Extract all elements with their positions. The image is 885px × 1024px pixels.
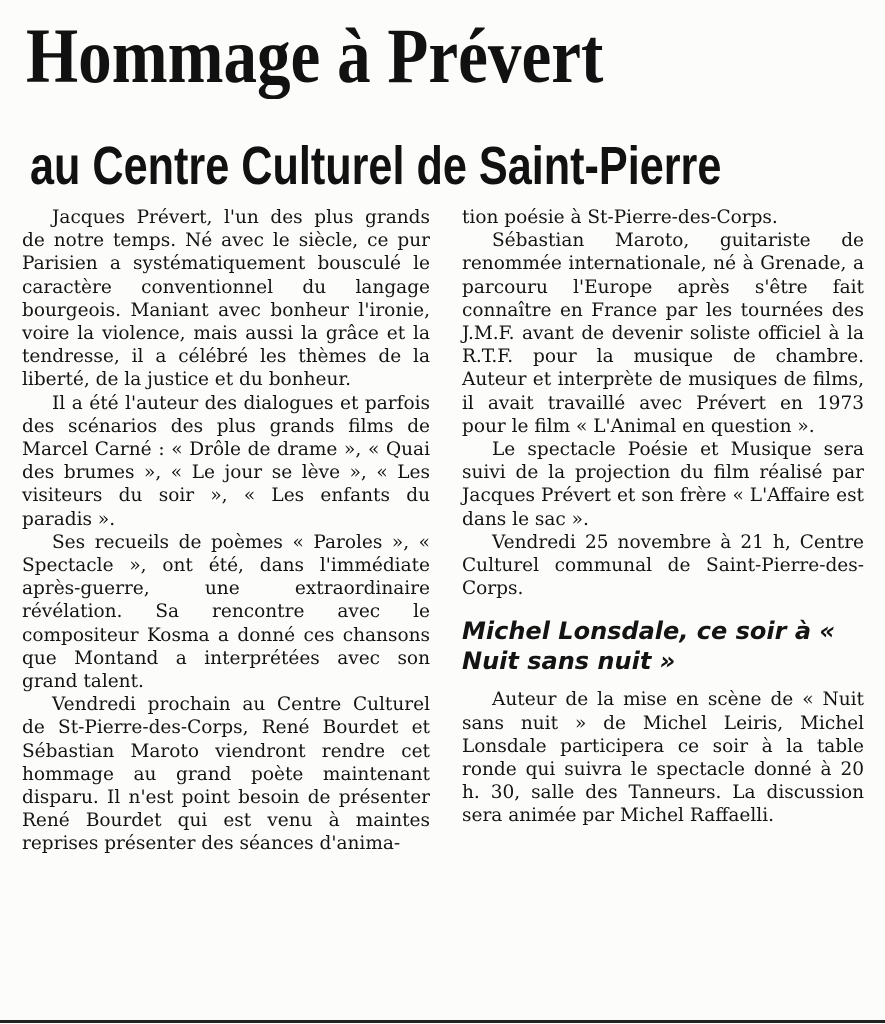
bottom-rule bbox=[0, 1020, 885, 1023]
left-column bbox=[22, 206, 430, 856]
subheadline: au Centre Culturel de Saint-Pierre bbox=[30, 136, 722, 196]
headline: Hommage à Prévert bbox=[26, 12, 604, 99]
paragraph-intro: Jacques Prévert, l'un des plus grands de notre temps. Né avec le siècle, ce pur Parisien a systématiquement bousculé le caractère conventionnel du langage bourgeois. Maniant avec bonheur l'ironie, voire la violence, mais aussi la grâce et la tendresse, il a célébré les thèmes de la liberté, de la justice et du bonheur. bbox=[22, 207, 430, 391]
paragraph-event: Vendredi prochain au Centre Culturel de St-Pierre-des-Corps, René Bourdet et Sébastian Maroto viendront rendre cet hommage au grand poète maintenant disparu. Il n'est point besoin de présenter René Bourdet qui est venu à maintes reprises présenter des séances d'anima- bbox=[22, 694, 430, 855]
paragraph-continuation: tion poésie à St-Pierre-des-Corps. bbox=[462, 207, 778, 228]
dateline: Vendredi 25 novembre à 21 h, Centre Culturel communal de Saint-Pierre-des-Corps. bbox=[462, 531, 864, 600]
paragraph-films: Il a été l'auteur des dialogues et parfois des scénarios des plus grands films de Marcel Carné : « Drôle de drame », « Quai des brumes », « Le jour se lève », « Les visiteurs du soir », « Les enfants du paradis ». bbox=[22, 392, 430, 530]
paragraph-projection: Le spectacle Poésie et Musique sera suivi de la projection du film réalisé par Jacques Prévert et son frère « L'Affaire est dans le sac ». bbox=[462, 439, 864, 530]
paragraph-poems: Ses recueils de poèmes « Paroles », « Spectacle », ont été, dans l'immédiate après-guerre, une extraordinaire révélation. Sa rencontre avec le compositeur Kosma a donné ces chansons que Montand a interprétées avec son grand talent. bbox=[22, 531, 430, 693]
sidebar-article-title: Michel Lonsdale, ce soir à « Nuit sans nuit » bbox=[462, 617, 835, 676]
right-column bbox=[462, 206, 864, 828]
paragraph-maroto: Sébastian Maroto, guitariste de renommée internationale, né à Grenade, a parcouru l'Europe après s'être fait connaître en France par les tournées des J.M.F. avant de devenir soliste officiel à la R.T.F. pour la musique de chambre. Auteur et interprète de musiques de films, il avait travaillé avec Prévert en 1973 pour le film « L'Animal en question ». bbox=[462, 230, 864, 437]
sidebar-article-body: Auteur de la mise en scène de « Nuit sans nuit » de Michel Leiris, Michel Lonsdale participera ce soir à la table ronde qui suivra le spectacle donné à 20 h. 30, salle des Tanneurs. La discussion sera animée par Michel Raffaelli. bbox=[462, 689, 864, 827]
